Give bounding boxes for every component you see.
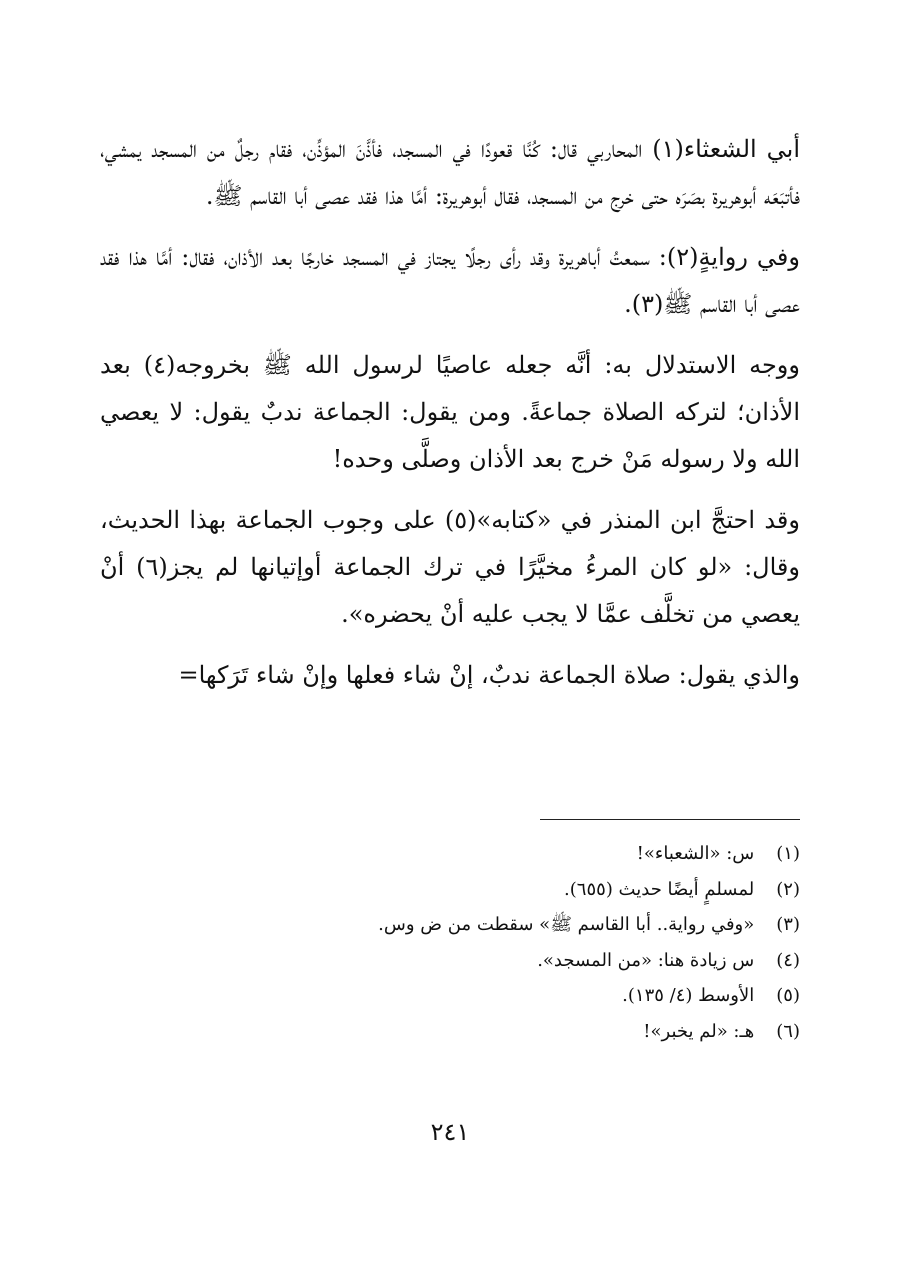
footnotes-list	[100, 836, 800, 1049]
footnote-2	[100, 872, 800, 908]
page-number: ٢٤١	[430, 1118, 470, 1146]
main-text	[100, 126, 800, 713]
footnote-number: (١)	[776, 843, 800, 864]
footnote-text: «وفي رواية.. أبا القاسم ﷺ» سقطت من ض وس.	[378, 914, 755, 935]
footnote-3	[100, 907, 800, 943]
footnote-text: س زيادة هنا: «من المسجد».	[537, 949, 755, 971]
footnote-4	[100, 943, 800, 979]
footnote-number: (٢)	[776, 878, 800, 900]
footnote-text: هـ: «لم يخبر»!	[643, 1020, 755, 1042]
footnote-text: لمسلمٍ أيضًا حديث (٦٥٥).	[564, 878, 755, 900]
footnote-number: (٦)	[776, 1020, 800, 1042]
paragraph-2: وفي روايةٍ(٢): سمعتُ أباهريرة وقد رأى رجلًا يجتاز في المسجد خارجًا بعد الأذان، فقال: أمَّا هذا فقد عصى أبا القاسم ﷺ(٣).	[100, 243, 800, 318]
footnote-6	[100, 1014, 800, 1050]
footnote-text: الأوسط (٤/ ١٣٥).	[622, 985, 755, 1006]
footnote-text: س: «الشعباء»!	[636, 843, 755, 864]
footnote-5	[100, 978, 800, 1014]
paragraph-4: وقد احتجَّ ابن المنذر في «كتابه»(٥) على وجوب الجماعة بهذا الحديث، وقال: «لو كان المرءُ مخيَّرًا في ترك الجماعة أوإتيانها لم يجز(٦) أنْ يعصي من تخلَّف عمَّا لا يجب عليه أنْ يحضره».	[100, 506, 800, 628]
paragraph-5: والذي يقول: صلاة الجماعة ندبٌ، إنْ شاء فعلها وإنْ شاء تَرَكها=	[178, 661, 800, 689]
footnote-number: (٣)	[776, 914, 800, 935]
footnote-number: (٤)	[776, 949, 800, 971]
footnote-number: (٥)	[776, 985, 800, 1006]
footnote-divider	[540, 819, 800, 820]
paragraph-1: أبي الشعثاء(١) المحاربي قال: كُنَّا قعودًا في المسجد، فأذَّنَ المؤذِّن، فقام رجلٌ من المسجد يمشي، فأتبَعَه أبوهريرة بصَرَه حتى خرج من المسجد، فقال أبوهريرة: أمَّا هذا فقد عصى أبا القاسم ﷺ.	[100, 135, 801, 210]
footnote-1	[100, 836, 800, 872]
paragraph-3: ووجه الاستدلال به: أنَّه جعله عاصيًا لرسول الله ﷺ بخروجه(٤) بعد الأذان؛ لتركه الصلاة جماعةً. ومن يقول: الجماعة ندبٌ يقول: لا يعصي الله ولا رسوله مَنْ خرج بعد الأذان وصلَّى وحده!	[100, 351, 800, 473]
